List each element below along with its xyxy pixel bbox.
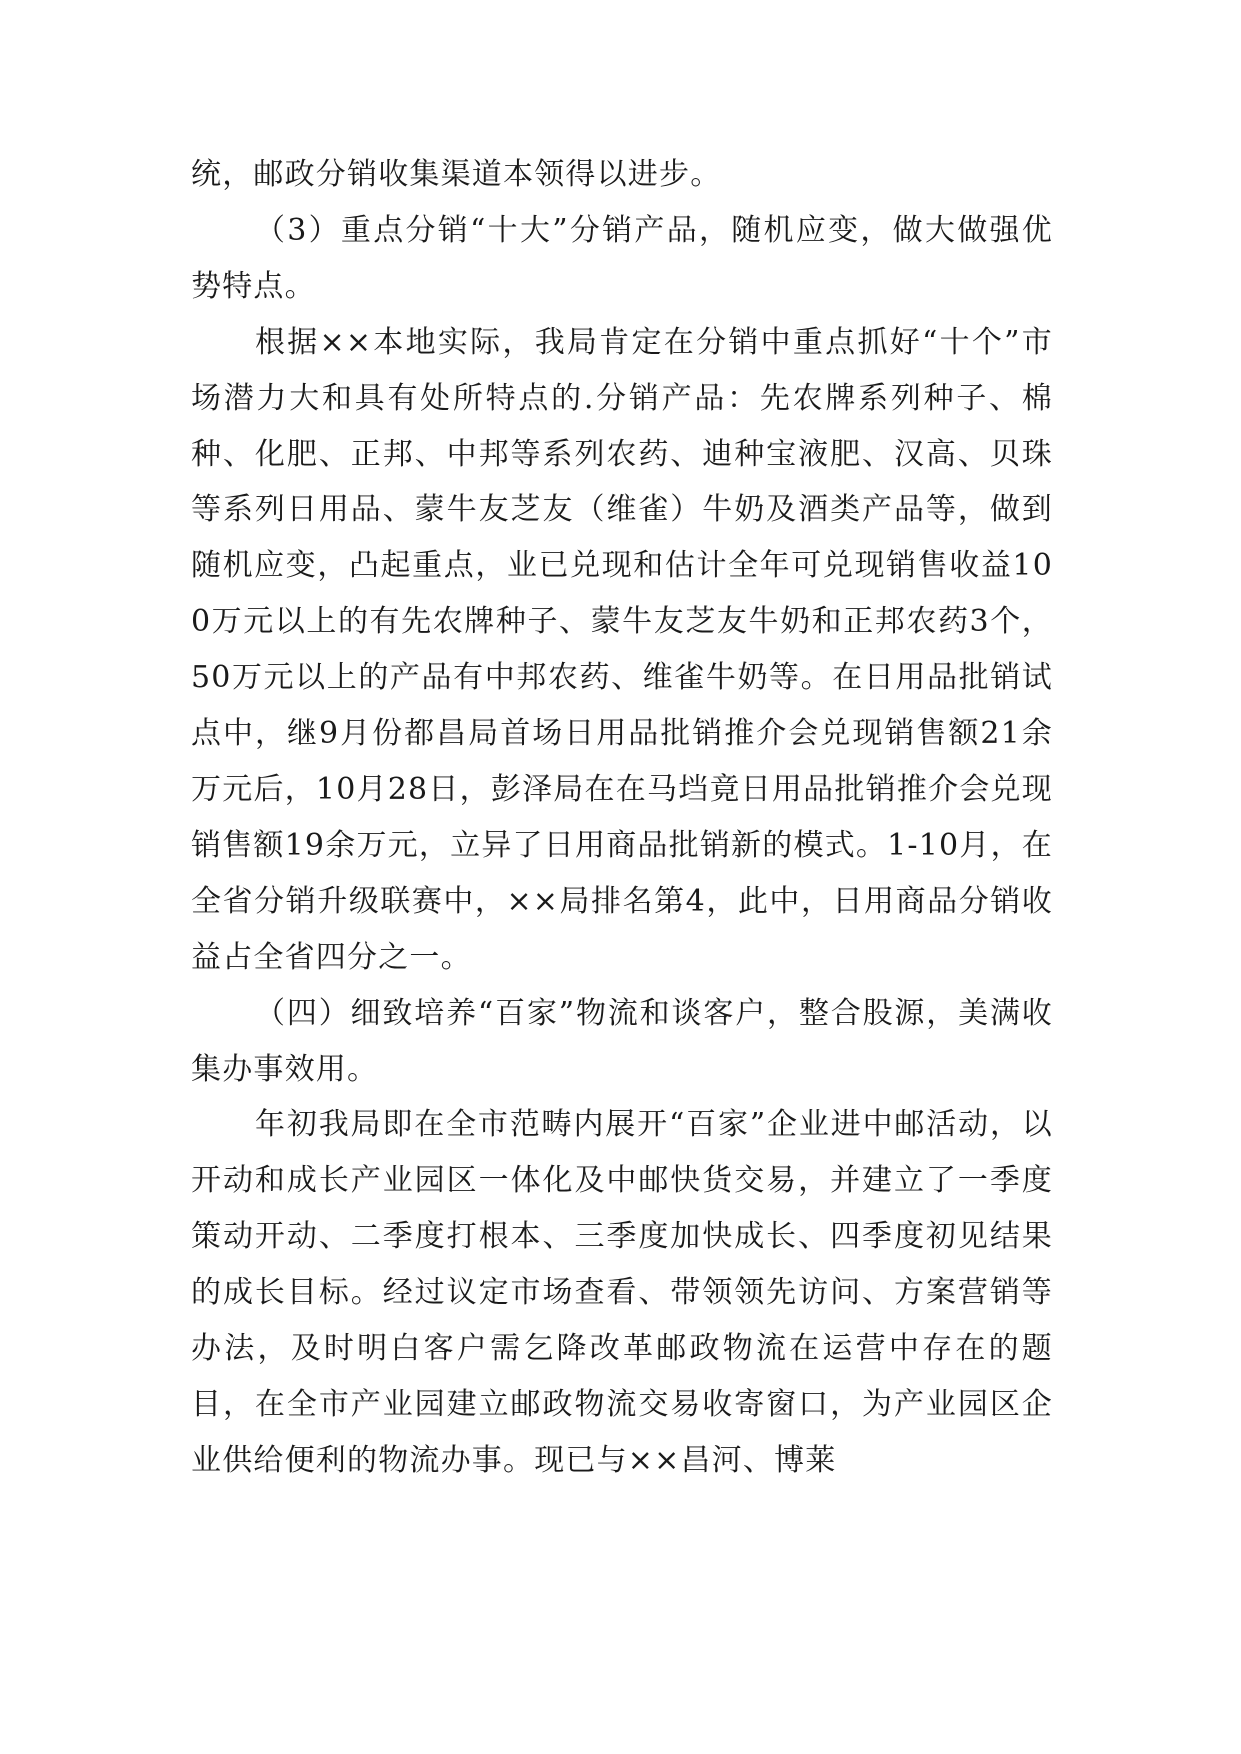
- section-heading-3: （3）重点分销“十大”分销产品，随机应变，做大做强优势特点。: [191, 212, 1053, 304]
- document-body: [191, 147, 1053, 1489]
- paragraph-logistics-clients: 年初我局即在全市范畴内展开“百家”企业进中邮活动，以开动和成长产业园区一体化及中邮快货交易，并建立了一季度策动开动、二季度打根本、三季度加快成长、四季度初见结果的成长目标。经过议定市场查看、带领领先访问、方案营销等办法，及时明白客户需乞降改革邮政物流在运营中存在的题目，在全市产业园建立邮政物流交易收寄窗口，为产业园区企业供给便利的物流办事。现已与××昌河、博莱: [191, 1107, 1053, 1478]
- paragraph-distribution-products: 根据××本地实际，我局肯定在分销中重点抓好“十个”市场潜力大和具有处所特点的.分销产品：先农牌系列种子、棉种、化肥、正邦、中邦等系列农药、迪种宝液肥、汉高、贝珠等系列日用品、蒙牛友芝友（维雀）牛奶及酒类产品等，做到随机应变，凸起重点，业已兑现和估计全年可兑现销售收益100万元以上的有先农牌种子、蒙牛友芝友牛奶和正邦农药3个，50万元以上的产品有中邦农药、维雀牛奶等。在日用品批销试点中，继9月份都昌局首场日用品批销推介会兑现销售额21余万元后，10月28日，彭泽局在在马垱竟日用品批销推介会兑现销售额19余万元，立异了日用商品批销新的模式。1-10月，在全省分销升级联赛中，××局排名第4，此中，日用商品分销收益占全省四分之一。: [191, 324, 1053, 975]
- section-heading-4: （四）细致培养“百家”物流和谈客户，整合股源，美满收集办事效用。: [191, 995, 1053, 1087]
- paragraph-continuation: 统，邮政分销收集渠道本领得以进步。: [191, 157, 722, 192]
